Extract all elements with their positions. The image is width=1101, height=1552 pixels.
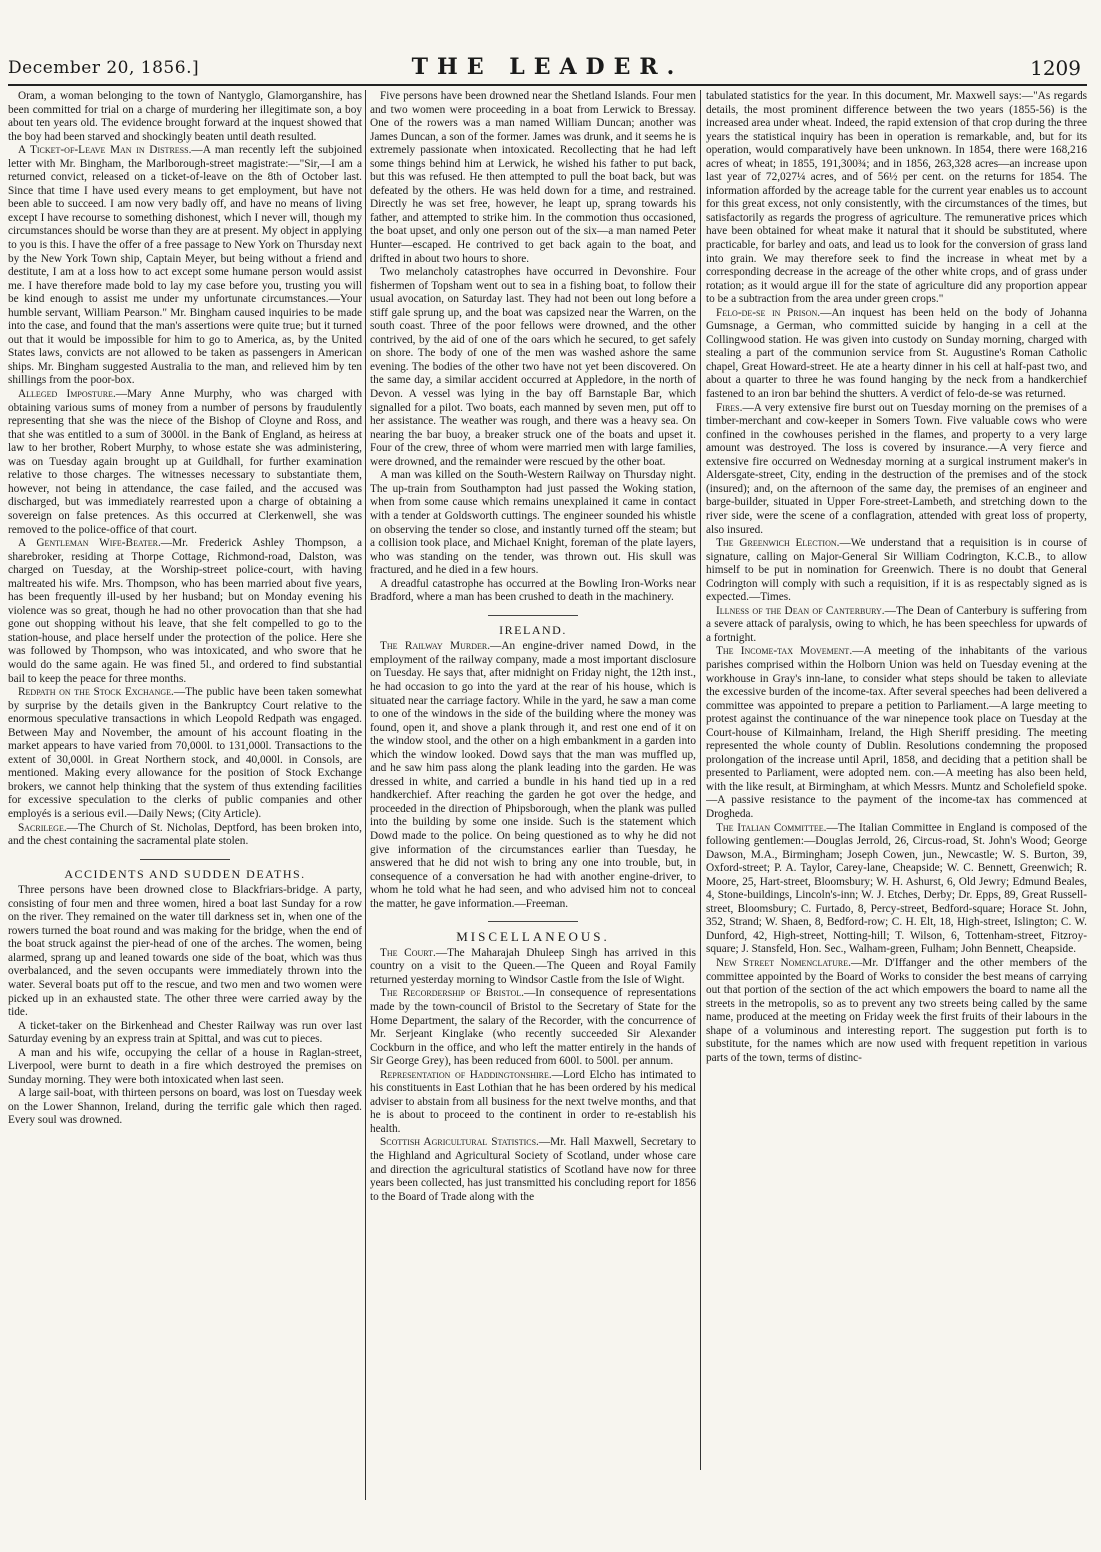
article-fires (706, 402, 1087, 537)
article-statistics-continued: tabulated statistics for the year. In this document, Mr. Maxwell says:—"As regards details, the most prominent difference between the two years (1855-56) is the increased area under wheat. Indeed, the rapid extension of that crop during the three years the statistical inquiry has been in operation is remarkable, and, but for its operation, would comparatively have been unknown. In 1854, there were 168,216 acres of wheat; in 1855, 191,300¾; and in 1856, 263,328 acres—an increase upon last year of 72,027¼ acres, and of 56½ per cent. on the returns for 1854. The information afforded by the acreage table for the current year enables us to account for this great excess, not only consistently, with the circumstances of the times, but satisfactorily as regards the progress of agriculture. The remunerative prices which have been obtained for wheat make it natural that it should be substituted, where practicable, for barley and oats, and lead us to look for the conversion of grass land into grain. We may therefore seek to find the increase in wheat met by a corresponding decrease in the acreage of the other white crops, and of grass under rotation; as it would argue ill for the state of agriculture did any proportion appear to be a subtraction from the area under green crops." (706, 90, 1087, 306)
article-dean-canterbury (706, 605, 1087, 646)
article-felo-de-se (706, 307, 1087, 402)
article-ticket-of-leave (8, 144, 362, 388)
article-court (370, 947, 696, 988)
column-1 (8, 90, 362, 1500)
article-body: —The Church of St. Nicholas, Deptford, has been broken into, and the chest containing the sacramental plate stolen. (8, 821, 362, 848)
article-heading: The Income-tax Movement. (716, 645, 853, 658)
article-alleged-imposture (8, 388, 362, 537)
article-sacrilege (8, 822, 362, 849)
article-bristol (370, 987, 696, 1068)
article-heading: A Ticket-of-Leave Man in Distress. (18, 144, 192, 157)
column-rule-right (700, 90, 701, 1470)
article-heading: The Greenwich Election. (716, 537, 840, 550)
article-body: —In consequence of representations made by the town-council of Bristol to the Secretary of State for the Home Department, the salary of the Recorder, with the concurrence of Mr. Serjeant Kinglake (who recently succeeded Sir Alexander Cockburn in the office, and who left the matter entirely in the hands of Sir George Grey), has been reduced from 600l. to 500l. per annum. (370, 987, 696, 1068)
masthead (8, 48, 1087, 86)
article-body: —Mr. Hall Maxwell, Secretary to the Highland and Agricultural Society of Scotland, under whose care and direction the agricultural statistics of Scotland have now for three years been collected, has just transmitted his concluding report for 1856 to the Board of Trade along with the (370, 1136, 696, 1203)
article-heading: New Street Nomenclature. (716, 957, 851, 969)
column-3 (706, 90, 1087, 1470)
article-body: —An inquest has been held on the body of Johanna Gumsnage, a German, who committed suicide by hanging in a cell at the Collingwood station. He was given into custody on Sunday morning, charged with stealing a part of the communion service from St. Augustine's Roman Catholic chapel, Great Howard-street. He ate a hearty dinner in his cell at half-past two, and about a quarter to three he was found hanging by the neck from a handkerchief fastened to an iron bar behind the shutters. A verdict of felo-de-se was returned. (706, 306, 1087, 401)
article-heading: The Italian Committee. (716, 821, 827, 834)
article-street-nomenclature (706, 957, 1087, 1065)
article-body: —The Dean of Canterbury is suffering from a severe attack of paralysis, owing to which, he has been speechless for upwards of a fortnight. (706, 604, 1087, 644)
article-body: —A very extensive fire burst out on Tuesday morning on the premises of a timber-merchant and cow-keeper in Somers Town. Five valuable cows who were confined in the cowhouses perished in the flames, and property to a very large amount was destroyed. The loss is covered by insurance.—A very fierce and extensive fire occurred on Wednesday morning at a surgical instrument maker's in Aldersgate-street, City, ending in the destruction of the premises and of the stock (insured); and, on the afternoon of the same day, the premises of an engineer and barge-builder, situated in Upper Fore-street-Lambeth, and stretching down to the river side, were the scene of a conflagration, attended with great loss of property, also insured. (706, 401, 1087, 536)
page-number: 1209 (1030, 56, 1081, 80)
article-body: —We understand that a requisition is in course of signature, calling on Major-General Sir William Codrington, K.C.B., to allow himself to be put in nomination for Greenwich. There is no doubt that General Codrington will comply with such a requisition, if it is as respectably signed as is expected.—Times. (706, 537, 1087, 604)
newspaper-title: THE LEADER. (411, 54, 684, 80)
article-heading: Fires. (716, 401, 743, 414)
article-liverpool-fire: A man and his wife, occupying the cellar of a house in Raglan-street, Liverpool, were burnt to death in a fire which destroyed the premises on Sunday morning. They were both intoxicated when last seen. (8, 1046, 362, 1086)
article-body: —A man recently left the subjoined letter with Mr. Bingham, the Marlborough-street magistrate:—"Sir,—I am a returned convict, released on a ticket-of-leave on the 8th of October last. Since that time I have used every means to get employment, but have not been able to succeed. I am now very badly off, and have no means of living except I have recourse to something dishonest, which I never will, though my circumstances should be worse than they are at present. My object in applying to you is this. I have the offer of a free passage to New York on Thursday next by the New York Town ship, Captain Meyer, but being without a friend and destitute, I am at a loss how to act except some humane person would assist me. I have therefore made bold to lay my case before you, trusting you will be kind enough to assist me under my unfortunate circumstances.—Your humble servant, William Pearson." Mr. Bingham caused inquiries to be made into the case, and found that the man's assertions were quite true; but it turned out that it would be impossible for him to go to America, as, by the United States laws, convicts are not allowed to be taken as passengers in American ships. Mr. Bingham suggested Australia to the man, and relieved him by ten shillings from the poor-box. (8, 144, 362, 387)
article-south-western: A man was killed on the South-Western Railway on Thursday night. The up-train from Southampton had just passed the Woking station, when from some cause which remains unexplained it came in contact with a tender at Goldsworth cuttings. The engineer sounded his whistle on observing the tender so close, and instantly turned off the steam; but a collision took place, and Michael Knight, foreman of the plate layers, who was standing on the tender, was thrown out. His skull was fractured, and he died in a few hours. (370, 469, 696, 577)
article-greenwich-election (706, 537, 1087, 605)
article-body: —Lord Elcho has intimated to his constituents in East Lothian that he has been ordered by his medical adviser to abstain from all business for the next twelve months, and that he is about to proceed to the continent in order to re-establish his health. (370, 1068, 696, 1135)
article-heading: Sacrilege. (18, 821, 67, 834)
section-heading-miscellaneous: MISCELLANEOUS. (456, 929, 610, 945)
article-heading: Illness of the Dean of Canterbury. (716, 604, 885, 617)
article-shannon: A large sail-boat, with thirteen persons on board, was lost on Tuesday week on the Lower Shannon, Ireland, during the terrific gale which then raged. Every soul was drowned. (8, 1087, 362, 1127)
article-wife-beater (8, 537, 362, 686)
article-heading: A Gentleman Wife-Beater. (18, 537, 161, 550)
column-2 (370, 90, 696, 1500)
article-body: —The public have been taken somewhat by surprise by the details given in the Bankruptcy Court relative to the enormous speculative transactions in which Leopold Redpath was engaged. Between May and November, the amount of his account floating in the market appears to have varied from 70,000l. to 131,000l. Transactions to the extent of 30,000l. in Great Northern stock, and 40,000l. in Consols, are mentioned. Making every allowance for the position of Stock Exchange brokers, we cannot help thinking that the system of thus extending facilities for excessive speculation to the clerks of public companies and other employés is a serious evil.—Daily News; (City Article). (8, 686, 362, 820)
article-heading: The Recordership of Bristol. (380, 987, 524, 1000)
article-shetland: Five persons have been drowned near the Shetland Islands. Four men and two women were proceeding in a boat from Lerwick to Bressay. One of the rowers was a man named William Duncan; another was James Duncan, a son of the former. James was drunk, and it seems he is extremely passionate when intoxicated. Recollecting that he had left some things behind him at Lerwick, he wished his father to put back, but this was refused. He then attempted to pull the boat back, but was defeated by the others. He was held down for a time, and restrained. Directly he was set free, however, he leapt up, sprang towards his father, and attempted to strike him. In the commotion thus occasioned, the boat upset, and only one person out of the six—a man named Peter Hunter—escaped. He contrived to get back again to the boat, and drifted in about two hours to shore. (370, 90, 696, 265)
article-heading: The Court. (380, 946, 436, 959)
article-body: —Mr. Frederick Ashley Thompson, a sharebroker, residing at Thorpe Cottage, Richmond-road, Dalston, was charged on Tuesday, at the Worship-street police-court, with having maltreated his wife. Mrs. Thompson, who has been married about five years, has been frequently ill-used by her husband; but on Monday evening his violence was so great, though he had no other provocation than that she had gone out shopping without his leave, that she felt compelled to go to the station-house, and place herself under the protection of the police. Here she was followed by Thompson, who was intoxicated, and who swore that he would do the same again. He was fined 5l., and ordered to find substantial bail to keep the peace for three months. (8, 537, 362, 685)
article-redpath (8, 686, 362, 821)
section-divider (140, 859, 230, 860)
article-income-tax (706, 645, 1087, 821)
article-birkenhead: A ticket-taker on the Birkenhead and Chester Railway was run over last Saturday evening by an express train at Spittal, and was cut to pieces. (8, 1019, 362, 1046)
issue-date: December 20, 1856.] (8, 58, 200, 78)
article-oram: Oram, a woman belonging to the town of Nantyglo, Glamorganshire, has been committed for trial on a charge of murdering her illegitimate son, a boy about ten years old. The evidence brought forward at the inquest showed that the boy had been starved and shockingly beaten until death resulted. (8, 90, 362, 143)
article-blackfriars: Three persons have been drowned close to Blackfriars-bridge. A party, consisting of four men and three women, hired a boat last Sunday for a row on the river. They remained on the water till darkness set in, when one of the rowers turned the boat round and was making for the bridge, when the end of the boat struck against the pier-head of one of the arches. The women, being alarmed, sprang up and leaned towards one side of the boat, which was thus overbalanced, and the seven occupants were immediately thrown into the water. Several boats put off to the rescue, and two men and two women were picked up in an exhausted state. The other three were carried away by the tide. (8, 884, 362, 1019)
article-body: —An engine-driver named Dowd, in the employment of the railway company, made a most important disclosure on Tuesday. He says that, after midnight on Friday night, the 12th inst., he had occasion to go into the yard at the rear of his house, which is situated near the carriage factory. While in the yard, he saw a man come to one of the windows in the side of the building where the money was found, open it, and shove a plank through it, and rest one end of it on the window stool, and the other on a high embankment in a garden into which the window looked. Dowd says that the man was muffled up, and he saw him pass along the plank leading into the garden. He was dressed in white, and carried a bundle in his hand tied up in a red handkerchief. After reaching the garden he got over the hedge, and proceeded in the direction of Phipsborough, when the plank was pulled into the building by some one inside. Such is the statement which Dowd made to the police. On being questioned as to why he did not give information of the circumstances earlier than Tuesday, he answered that he did not wish to bring any one into trouble, but, in consequence of a conversation he had with another engine-driver, to whom he told what he had seen, and who advised him not to conceal the matter, he gave information.—Freeman. (370, 640, 696, 910)
article-body: —The Maharajah Dhuleep Singh has arrived in this country on a visit to the Queen.—The Queen and Royal Family returned yesterday morning to Windsor Castle from the Isle of Wight. (370, 946, 696, 986)
article-italian-committee (706, 822, 1087, 957)
article-body: —Mr. D'Iffanger and the other members of the committee appointed by the Board of Works to consider the best means of carrying out that portion of the section of the act which empowers the board to name all the streets in the metropolis, so as to prevent any two streets being called by the same name, produced at the meeting on Friday week the first fruits of their labours in the shape of a voluminous and interesting report. The suggestion put forth is to substitute, for the names which are now used with frequent repetition in various parts of the town, terms of distinc- (706, 957, 1087, 1064)
article-bowling: A dreadful catastrophe has occurred at the Bowling Iron-Works near Bradford, where a man has been crushed to death in the machinery. (370, 577, 696, 604)
article-heading: Felo-de-se in Prison. (716, 306, 821, 319)
article-body: —The Italian Committee in England is composed of the following gentlemen:—Douglas Jerrold, 26, Circus-road, St. John's Wood; George Dawson, M.A., Birmingham; Joseph Cowen, jun., Newcastle; W. S. Burton, 39, Oxford-street; P. A. Taylor, Carey-lane, Cheapside; W. C. Bennett, Greenwich; R. Moore, 25, Hart-street, Bloomsbury; W. H. Ashurst, 6, Old Jewry; Edmund Beales, 4, Stone-buildings, Lincoln's-inn; W. J. Etches, Derby; Dr. Epps, 89, Great Russell-street, Bloomsbury; C. Furtado, 8, Percy-street, Bedford-square; Horace St. John, 352, Strand; W. Shaen, 8, Bedford-row; C. H. Elt, 18, High-street, Islington; C. W. Dunford, 42, High-street, Notting-hill; T. Wilson, 6, Tottenham-street, Fitzroy-square; J. Stansfeld, Hon. Sec., Walham-green, Fulham; John Bennett, Cheapside. (706, 821, 1087, 956)
article-heading: Alleged Imposture. (18, 388, 116, 401)
section-heading-ireland: IRELAND. (499, 622, 567, 637)
article-scottish-statistics (370, 1136, 696, 1204)
article-heading: Representation of Haddingtonshire. (380, 1068, 552, 1081)
section-divider (488, 615, 578, 616)
section-heading-accidents: ACCIDENTS AND SUDDEN DEATHS. (64, 866, 306, 881)
article-railway-murder (370, 640, 696, 911)
article-heading: Scottish Agricultural Statistics. (380, 1136, 539, 1149)
section-divider (488, 921, 578, 922)
article-devonshire: Two melancholy catastrophes have occurred in Devonshire. Four fishermen of Topsham went out to sea in a fishing boat, to follow their usual avocation, on Saturday last. They had not been out long before a stiff gale sprung up, and the boat was capsized near the Warren, on the south coast. Three of the poor fellows were drowned, and the other contrived, by the aid of one of the oars which he secured, to get safely on shore. The body of one of the men was washed ashore the same evening. The bodies of the other two have not yet been discovered. On the same day, a similar accident occurred at Appledore, in the north of Devon. A vessel was lying in the bay off Barnstaple Bar, which signalled for a pilot. Two boats, each manned by seven men, put off to her assistance. The weather was rough, and there was a heavy sea. On nearing the bar buoy, a breaker struck one of the boats and upset it. Four of the crew, three of whom were married men with large families, were drowned, and the remainder were rescued by the other boat. (370, 266, 696, 468)
article-body: —A meeting of the inhabitants of the various parishes comprised within the Holborn Union was held on Tuesday evening at the workhouse in Gray's inn-lane, to consider what steps should be taken to alleviate the excessive burden of the income-tax. After several speeches had been delivered a committee was appointed to prepare a petition to Parliament.—A large meeting to protest against the continuance of the war ninepence took place on Tuesday at the Court-house of Kilmainham, Ireland, the High Sheriff presiding. The meeting represented the whole county of Dublin. Resolutions condemning the proposed prolongation of the increase until April, 1858, and deciding that a petition shall be presented to Parliament, were adopted nem. con.—A meeting has also been held, with the like result, at Birmingham, at which Messrs. Muntz and Scholefield spoke.—A passive resistance to the payment of the income-tax has commenced at Drogheda. (706, 645, 1087, 820)
article-body: —Mary Anne Murphy, who was charged with obtaining various sums of money from a number of persons by fraudulently representing that she was the niece of the Bishop of Cloyne and Ross, and that she was entitled to a sum of 3000l. in the Bank of England, as heiress at law to her brother, Robert Murphy, to whose estate she was administering, was on Tuesday again brought up at Guildhall, for further examination relative to those charges. The witnesses necessary to substantiate them, however, not being in attendance, the case failed, and the accused was discharged, but was immediately rearrested upon a charge of obtaining a sovereign on false pretences. As this occurred at Clerkenwell, she was removed to the police-office of that court. (8, 388, 362, 536)
article-heading: The Railway Murder. (380, 640, 491, 653)
column-rule-left (365, 90, 366, 1500)
article-heading: Redpath on the Stock Exchange. (18, 686, 174, 699)
article-haddingtonshire (370, 1069, 696, 1137)
